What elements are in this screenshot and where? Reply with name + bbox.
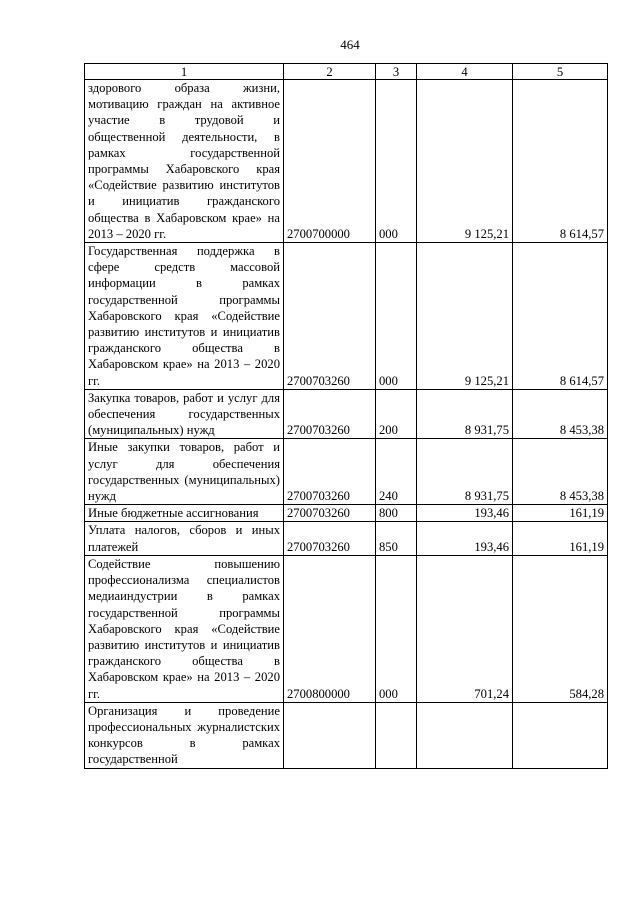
row-description: Уплата налогов, сборов и иных платежей bbox=[85, 522, 284, 555]
amount-executed bbox=[513, 702, 608, 768]
table-row bbox=[85, 702, 608, 768]
amount-executed: 161,19 bbox=[513, 505, 608, 522]
table-row bbox=[85, 389, 608, 439]
target-article-code: 2700703260 bbox=[284, 243, 376, 390]
target-article-code: 2700703260 bbox=[284, 522, 376, 555]
column-header: 2 bbox=[284, 64, 376, 80]
expense-type-code: 240 bbox=[376, 439, 417, 505]
row-description: Организация и проведение профессиональных журналистских конкурсов в рамках государственной bbox=[85, 702, 284, 768]
expense-type-code: 800 bbox=[376, 505, 417, 522]
row-description: Закупка товаров, работ и услуг для обеспечения государственных (муниципальных) нужд bbox=[85, 389, 284, 439]
expense-type-code: 000 bbox=[376, 555, 417, 702]
row-description: Государственная поддержка в сфере средств массовой информации в рамках государственной программы Хабаровского края «Содействие развитию институтов и инициатив гражданского общества в Хабаровском крае» на 2013 – 2020 гг. bbox=[85, 243, 284, 390]
table-row bbox=[85, 80, 608, 243]
amount-planned: 193,46 bbox=[417, 505, 513, 522]
amount-planned: 9 125,21 bbox=[417, 243, 513, 390]
amount-executed: 8 614,57 bbox=[513, 243, 608, 390]
amount-planned: 8 931,75 bbox=[417, 439, 513, 505]
expense-type-code: 000 bbox=[376, 80, 417, 243]
amount-executed: 8 614,57 bbox=[513, 80, 608, 243]
column-header: 4 bbox=[417, 64, 513, 80]
target-article-code bbox=[284, 702, 376, 768]
expense-type-code bbox=[376, 702, 417, 768]
column-header: 1 bbox=[85, 64, 284, 80]
amount-executed: 8 453,38 bbox=[513, 439, 608, 505]
row-description: Иные бюджетные ассигнования bbox=[85, 505, 284, 522]
header-row bbox=[85, 64, 608, 80]
target-article-code: 2700703260 bbox=[284, 439, 376, 505]
amount-planned bbox=[417, 702, 513, 768]
amount-planned: 193,46 bbox=[417, 522, 513, 555]
table-row bbox=[85, 243, 608, 390]
amount-planned: 701,24 bbox=[417, 555, 513, 702]
column-header: 5 bbox=[513, 64, 608, 80]
row-description: Иные закупки товаров, работ и услуг для обеспечения государственных (муниципальных) нужд bbox=[85, 439, 284, 505]
expense-type-code: 850 bbox=[376, 522, 417, 555]
amount-planned: 9 125,21 bbox=[417, 80, 513, 243]
expense-type-code: 000 bbox=[376, 243, 417, 390]
table-row bbox=[85, 439, 608, 505]
target-article-code: 2700700000 bbox=[284, 80, 376, 243]
expense-type-code: 200 bbox=[376, 389, 417, 439]
amount-executed: 8 453,38 bbox=[513, 389, 608, 439]
table-row bbox=[85, 505, 608, 522]
table-row bbox=[85, 522, 608, 555]
row-description: Содействие повышению профессионализма специалистов медиаиндустрии в рамках государственной программы Хабаровского края «Содействие развитию институтов и инициатив гражданского общества в Хабаровском крае» на 2013 – 2020 гг. bbox=[85, 555, 284, 702]
amount-planned: 8 931,75 bbox=[417, 389, 513, 439]
budget-table bbox=[84, 63, 608, 769]
amount-executed: 584,28 bbox=[513, 555, 608, 702]
row-description: здорового образа жизни, мотивацию граждан на активное участие в трудовой и общественной деятельности, в рамках государственной программы Хабаровского края «Содействие развитию институтов и инициатив гражданского общества в Хабаровском крае» на 2013 – 2020 гг. bbox=[85, 80, 284, 243]
target-article-code: 2700800000 bbox=[284, 555, 376, 702]
page-number: 464 bbox=[340, 37, 360, 52]
table-row bbox=[85, 555, 608, 702]
target-article-code: 2700703260 bbox=[284, 505, 376, 522]
target-article-code: 2700703260 bbox=[284, 389, 376, 439]
amount-executed: 161,19 bbox=[513, 522, 608, 555]
column-header: 3 bbox=[376, 64, 417, 80]
